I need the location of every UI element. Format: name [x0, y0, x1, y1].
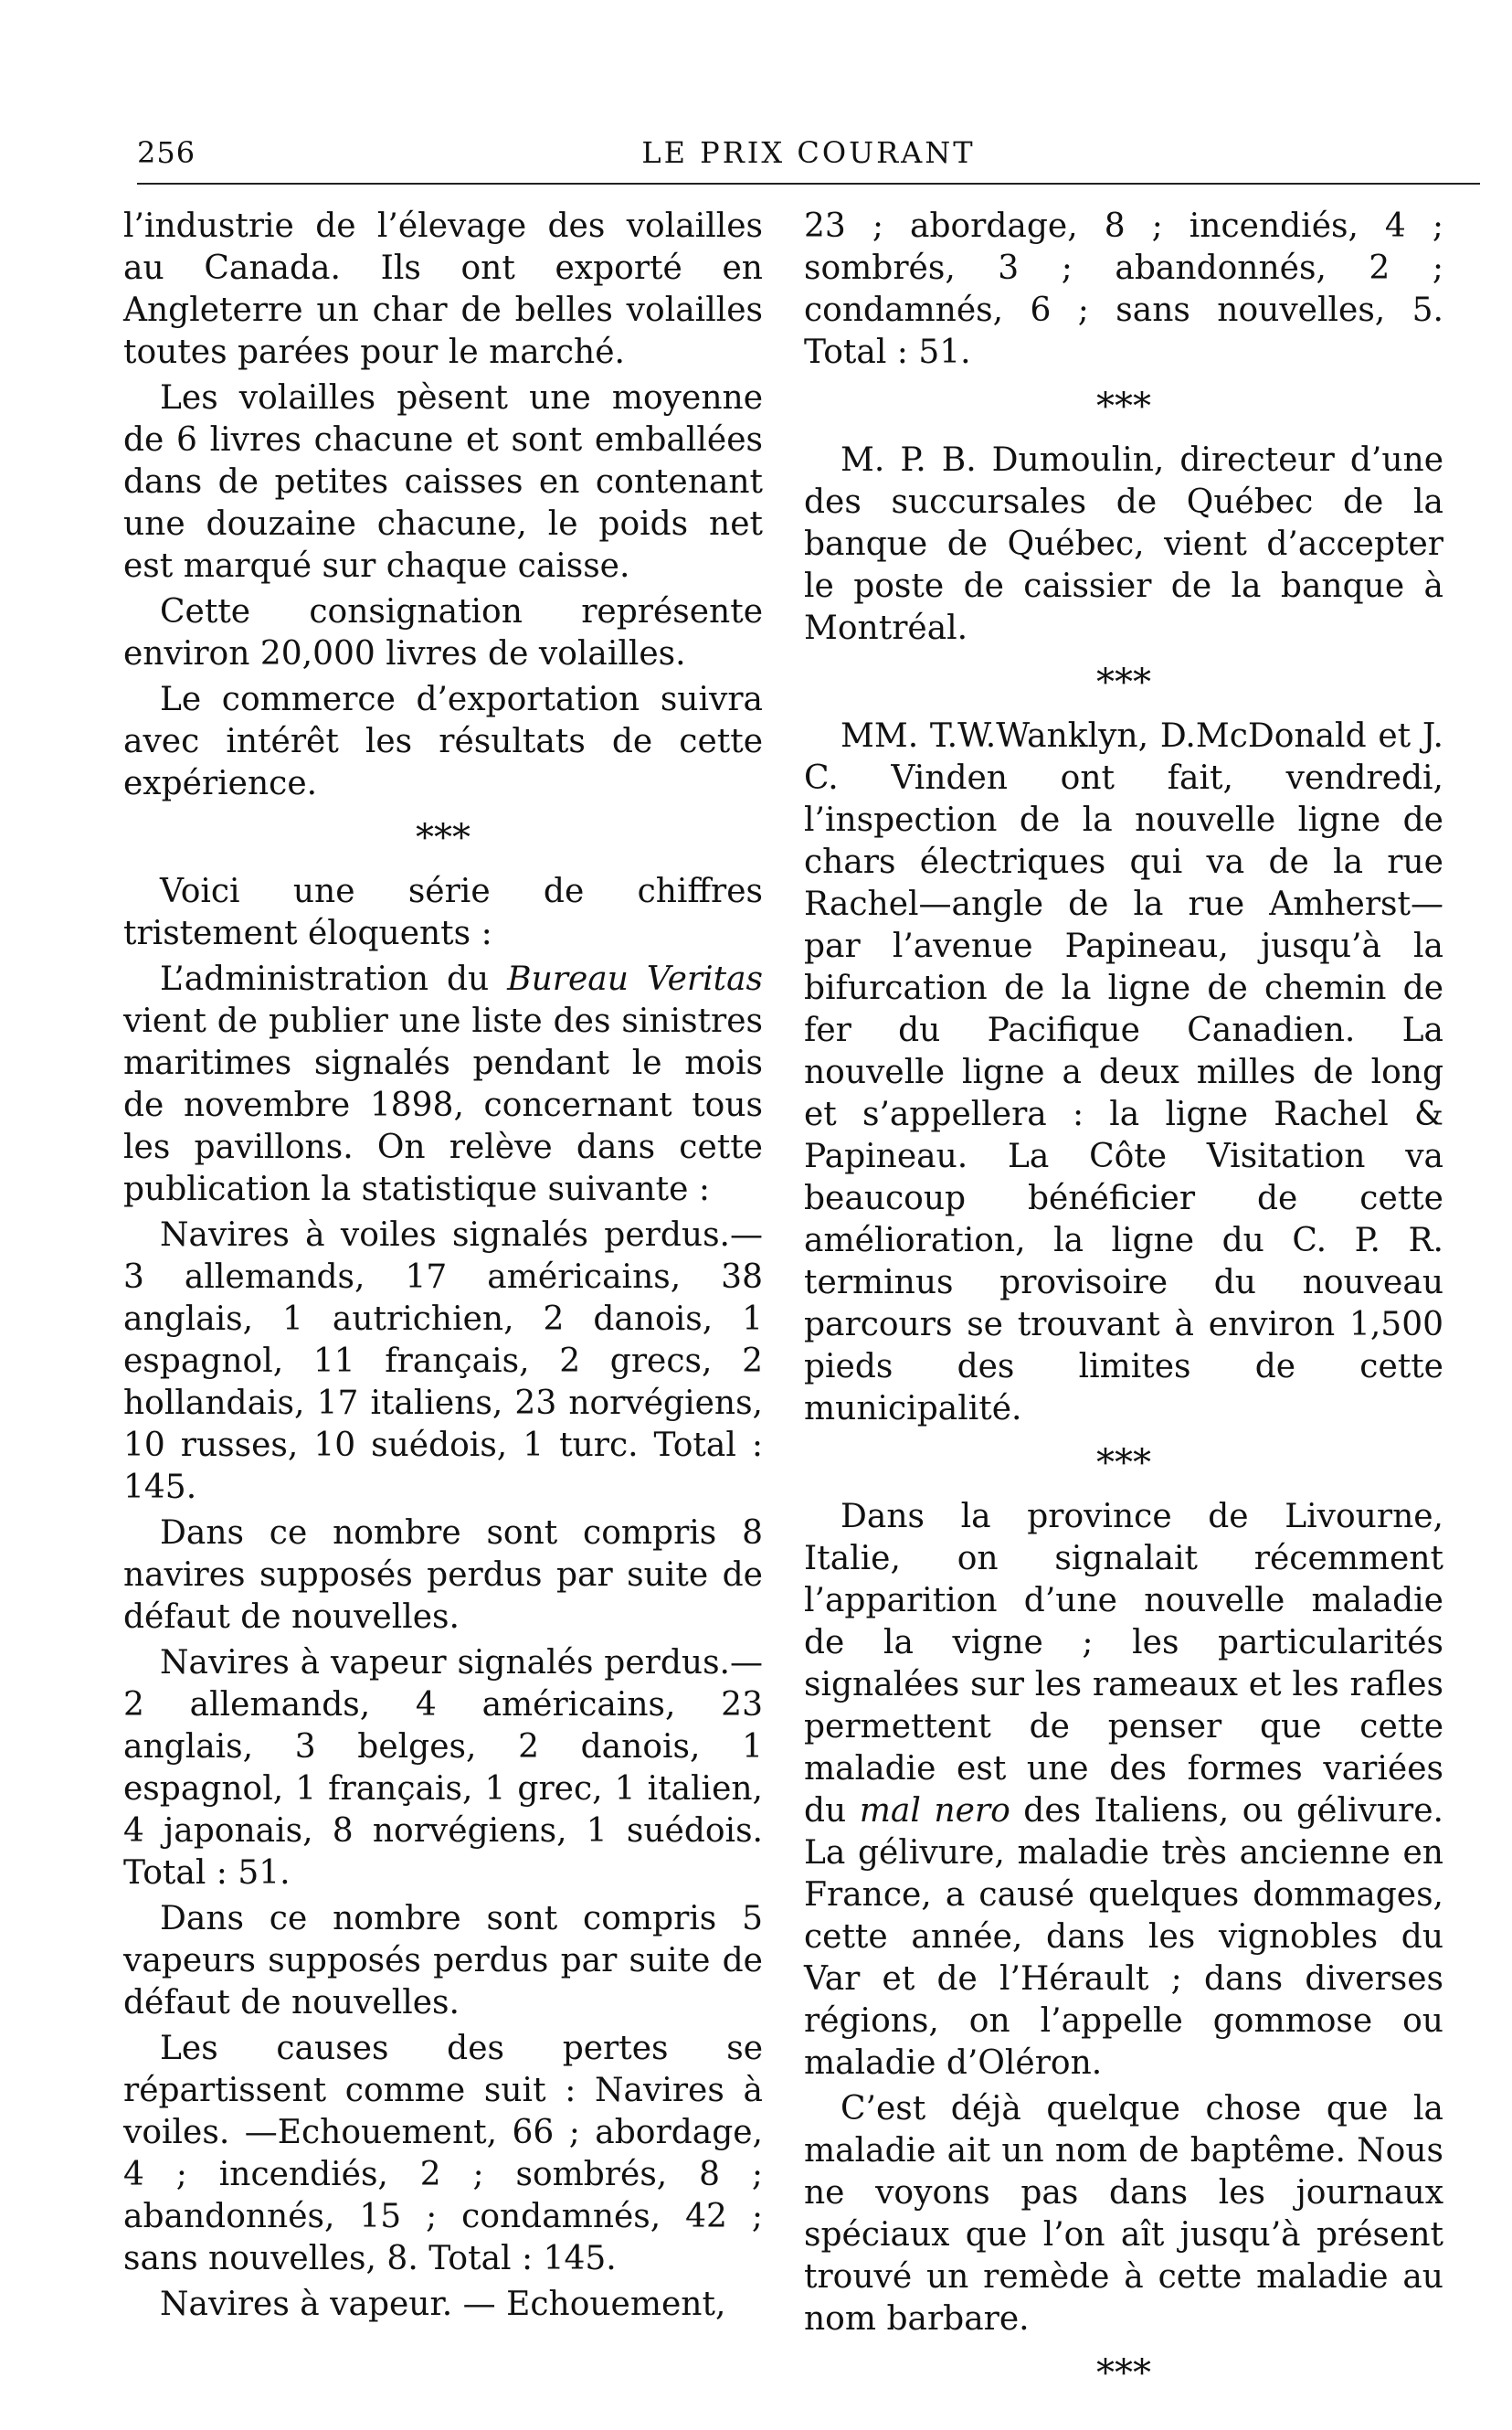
paragraph	[804, 1496, 1443, 2085]
italic-title: Bureau Veritas	[507, 960, 764, 998]
paragraph	[123, 959, 763, 1211]
text-run: L’administration du	[160, 960, 508, 998]
paragraph: Cette consignation représente environ 20,000 livres de volailles.	[123, 593, 763, 673]
paragraph: Navires à vapeur signalés perdus.—2 allemands, 4 américains, 23 anglais, 3 belges, 2 danois, 1 espagnol, 1 français, 1 grec, 1 italien, 4 japonais, 8 norvégiens, 1 suédois. Total : 51.	[123, 1644, 763, 1892]
paragraph: Les causes des pertes se répartissent comme suit : Navires à voiles. —Echouement, 66 ; abordage, 4 ; incendiés, 2 ; sombrés, 8 ; abandonnés, 15 ; condamnés, 42 ; sans nouvelles, 8. Total : 145.	[123, 2030, 763, 2277]
paragraph: Dans ce nombre sont compris 8 navires supposés perdus par suite de défaut de nouvelles.	[123, 1514, 763, 1636]
italic-phrase: mal nero	[859, 1792, 1010, 1830]
text-run: des Italiens, ou gélivure. La gélivure, maladie très ancienne en France, a causé quelques dommages, cette année, dans les vignobles du Var et de l’Hérault ; dans diverses régions, on l’appelle gommose ou maladie d’Oléron.	[804, 1792, 1443, 2082]
paragraph: Les volailles pèsent une moyenne de 6 livres chacune et sont emballées dans de petites caisses en contenant une douzaine chacune, le poids net est marqué sur chaque caisse.	[123, 379, 763, 585]
paragraph: Dans ce nombre sont compris 5 vapeurs supposés perdus par suite de défaut de nouvelles.	[123, 1900, 763, 2021]
paragraph: Navires à vapeur. — Echouement,	[160, 2286, 726, 2323]
text-run: vient de publier une liste des sinistres maritimes signalés pendant le mois de novembre 1898, concernant tous les pavillons. On relève dans cette publication la statistique suivante :	[123, 1003, 763, 1208]
running-title: LE PRIX COURANT	[641, 135, 976, 170]
section-separator: ***	[416, 817, 471, 859]
paragraph: 23 ; abordage, 8 ; incendiés, 4 ; sombrés, 3 ; abandonnés, 2 ; condamnés, 6 ; sans nouvelles, 5. Total : 51.	[804, 207, 1443, 371]
section-separator: ***	[1096, 2352, 1151, 2394]
left-column	[123, 206, 763, 2329]
paragraph: Le commerce d’exportation suivra avec intérêt les résultats de cette expérience.	[123, 681, 763, 802]
section-separator: ***	[1096, 386, 1151, 428]
page-number: 256	[137, 135, 196, 170]
section-separator: ***	[1096, 662, 1151, 704]
paragraph: C’est déjà quelque chose que la maladie ait un nom de baptême. Nous ne voyons pas dans les journaux spéciaux que l’on aît jusqu’à présent trouvé un remède à cette maladie au nom barbare.	[804, 2090, 1443, 2338]
text-run: Dans la province de Livourne, Italie, on signalait récemment l’apparition d’une nouvelle maladie de la vigne ; les particularités signalées sur les rameaux et les rafles permettent de penser que cette maladie est une des formes variées du	[804, 1498, 1443, 1830]
section-separator: ***	[1096, 1442, 1151, 1484]
paragraph: Voici une série de chiffres tristement éloquents :	[123, 873, 763, 952]
paragraph: M. P. B. Dumoulin, directeur d’une des succursales de Québec de la banque de Québec, vient d’accepter le poste de caissier de la banque à Montréal.	[804, 441, 1443, 647]
paragraph: l’industrie de l’élevage des volailles au Canada. Ils ont exporté en Angleterre un char de belles volailles toutes parées pour le marché.	[123, 207, 763, 371]
paragraph: MM. T.W.Wanklyn, D.McDonald et J. C. Vinden ont fait, vendredi, l’inspection de la nouvelle ligne de chars électriques qui va de la rue Rachel—angle de la rue Amherst— par l’avenue Papineau, jusqu’à la bifurcation de la ligne de chemin de fer du Pacifique Canadien. La nouvelle ligne a deux milles de long et s’appellera : la ligne Rachel & Papineau. La Côte Visitation va beaucoup bénéficier de cette amélioration, la ligne du C. P. R. terminus provisoire du nouveau parcours se trouvant à environ 1,500 pieds des limites de cette municipalité.	[804, 717, 1443, 1427]
right-column	[804, 206, 1443, 2406]
paragraph: Navires à voiles signalés perdus.— 3 allemands, 17 américains, 38 anglais, 1 autrichien, 2 danois, 1 espagnol, 11 français, 2 grecs, 2 hollandais, 17 italiens, 23 norvégiens, 10 russes, 10 suédois, 1 turc. Total : 145.	[123, 1216, 763, 1506]
page-header	[137, 128, 1480, 185]
